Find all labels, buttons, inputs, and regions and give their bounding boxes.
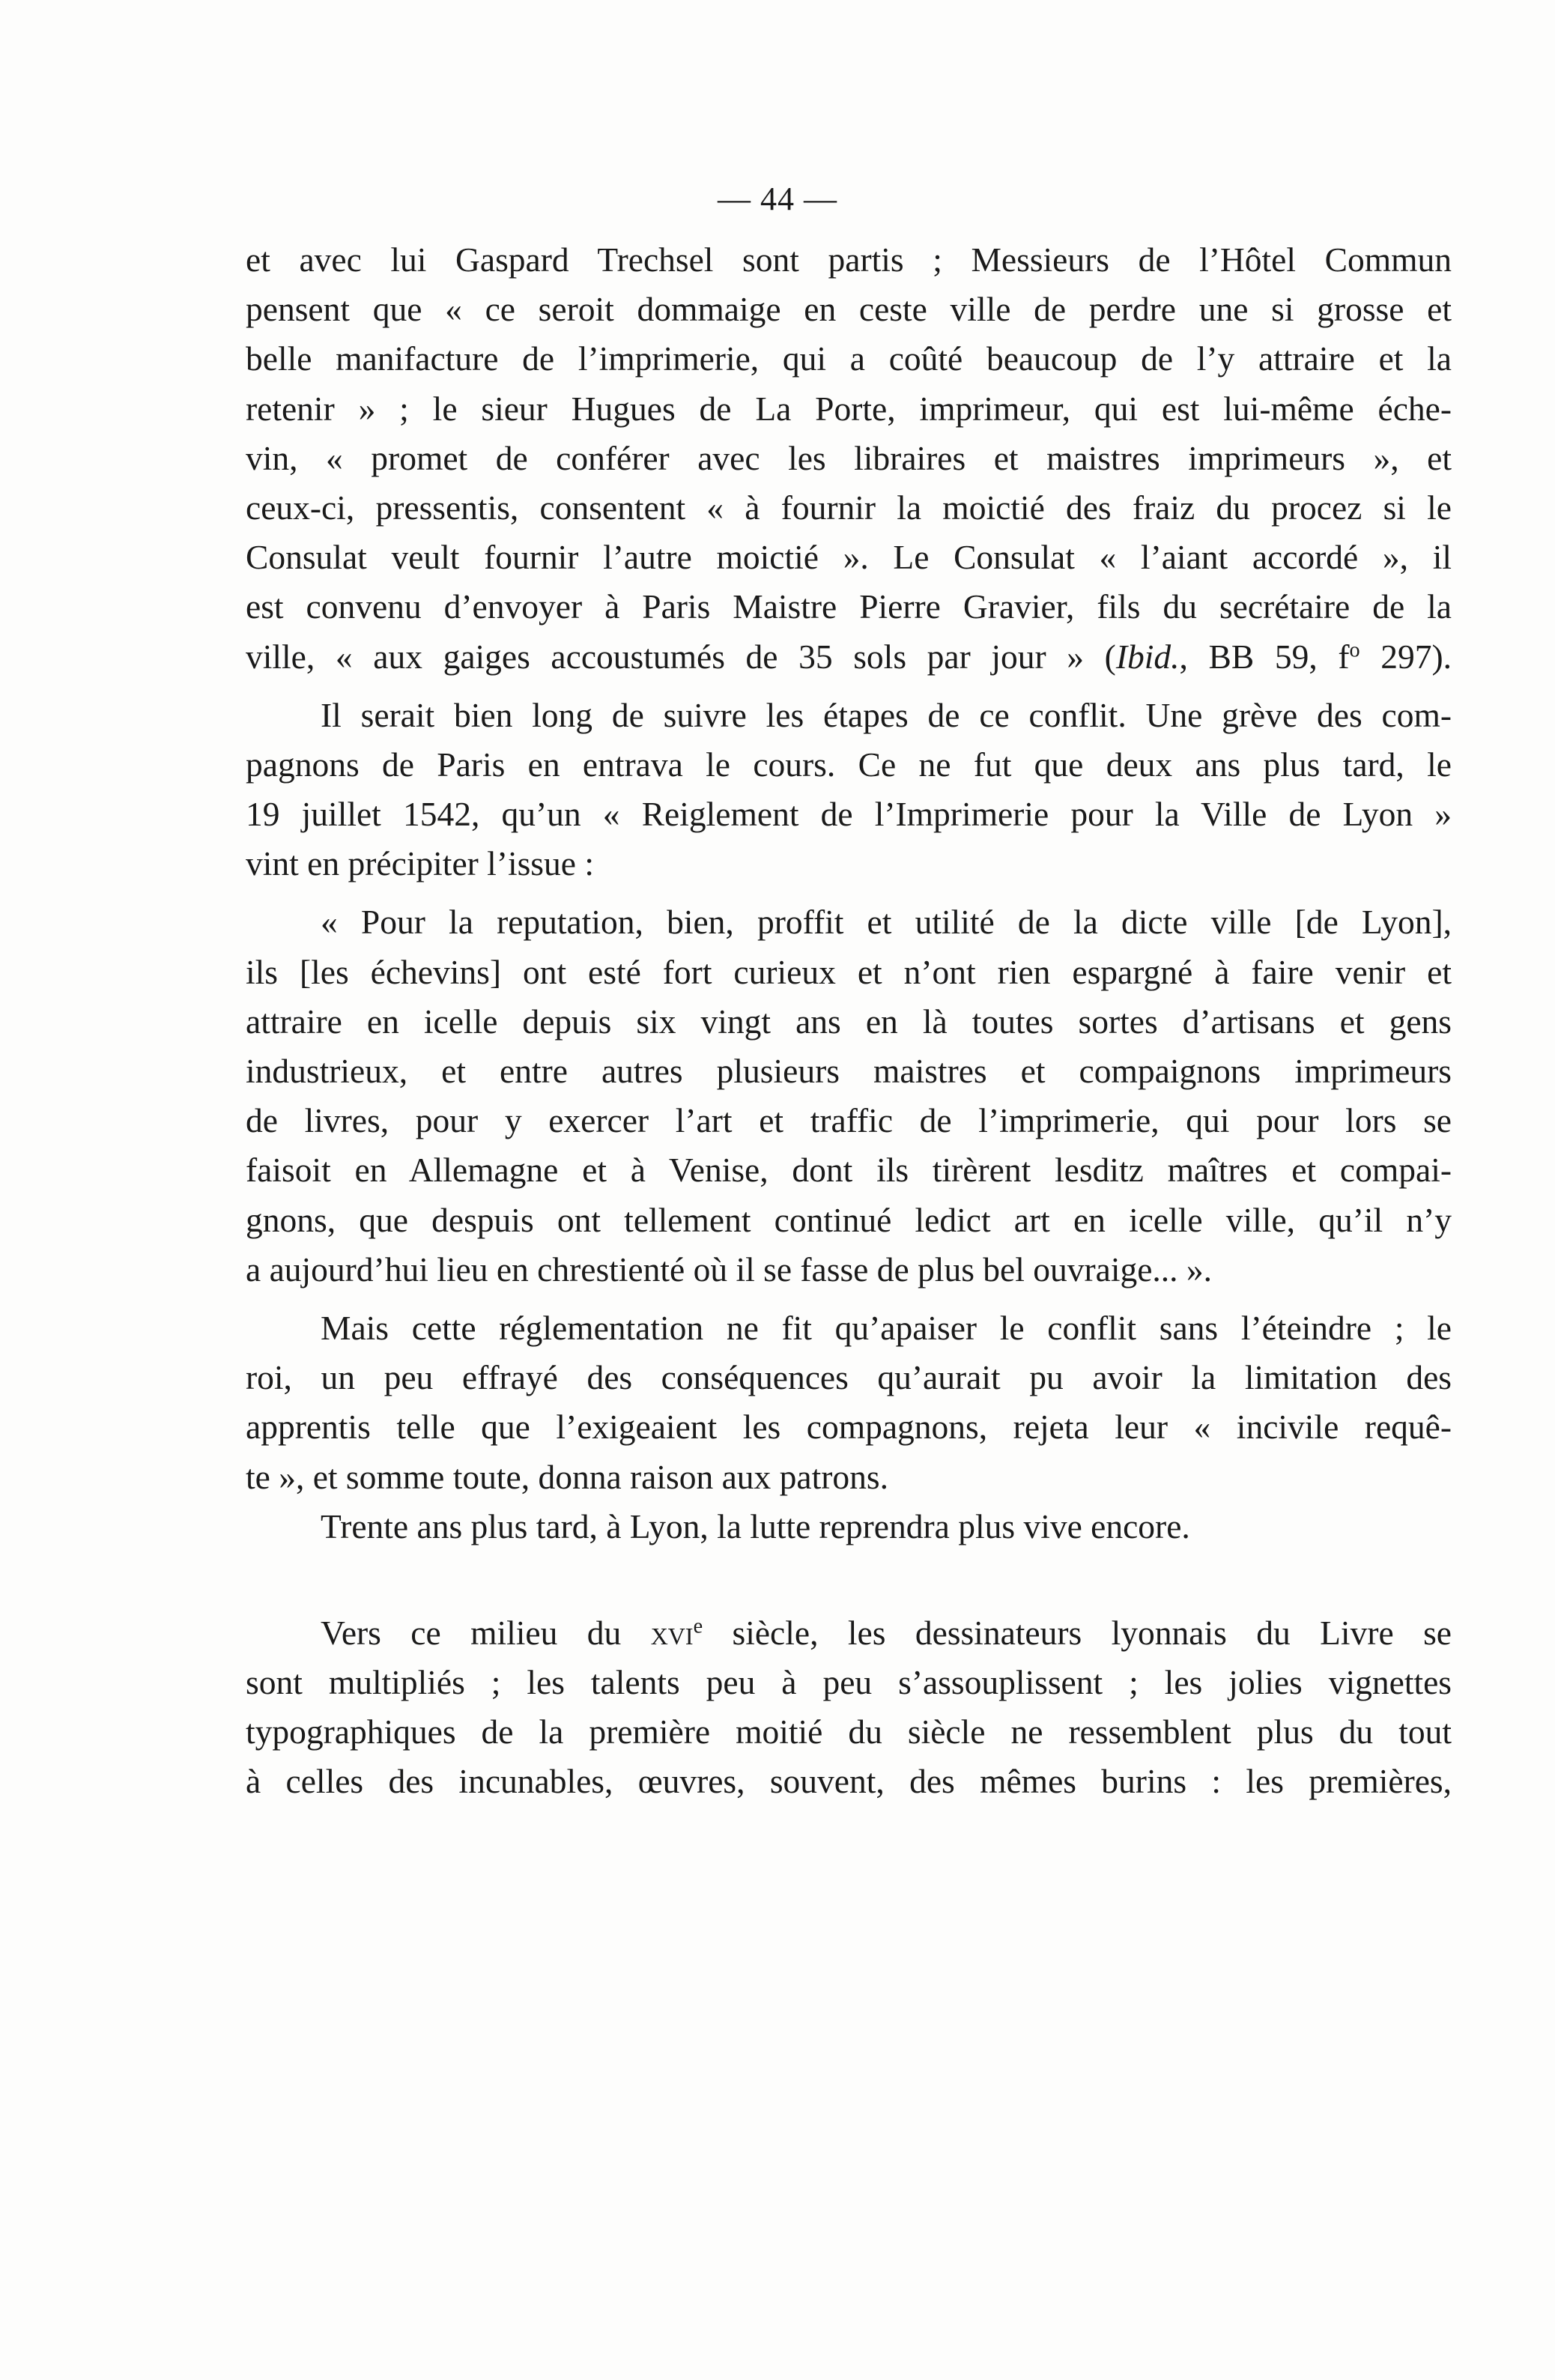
text-line-century — [246, 1608, 1452, 1658]
text-line: Consulat veult fournir l’autre moictié ». Le Consulat « l’aiant accordé », il — [246, 538, 1452, 577]
text-line: Il serait bien long de suivre les étapes de ce conflit. Une grève des com- — [321, 695, 1452, 734]
citation-ibid: Ibid. — [1115, 637, 1180, 676]
text-line: industrieux, et entre autres plusieurs maistres et compaignons imprimeurs — [246, 1052, 1452, 1090]
text-line: te », et somme toute, donna raison aux patrons. — [246, 1457, 888, 1496]
text-line: Trente ans plus tard, à Lyon, la lutte reprendra plus vive encore. — [321, 1507, 1190, 1545]
text-line: retenir » ; le sieur Hugues de La Porte, imprimeur, qui est lui-même éche- — [246, 389, 1452, 428]
text-line: vint en précipiter l’issue : — [246, 844, 594, 883]
text-line: a aujourd’hui lieu en chrestienté où il se fasse de plus bel ouvraige... ». — [246, 1250, 1213, 1289]
citation-folio: 297). — [1360, 637, 1452, 676]
paragraph-6 — [246, 1608, 1452, 1807]
paragraph-4 — [246, 1303, 1452, 1502]
text-line: apprentis telle que l’exigeaient les compagnons, rejeta leur « incivile requê- — [246, 1408, 1452, 1447]
citation-ref: , BB 59, f — [1179, 637, 1350, 676]
text-line: typographiques de la première moitié du siècle ne ressemblent plus du tout — [246, 1713, 1452, 1751]
text-line: faisoit en Allemagne et à Venise, dont ils tirèrent lesditz maîtres et compai- — [246, 1151, 1452, 1190]
text-line: à celles des incunables, œuvres, souvent, des mêmes burins : les premières, — [246, 1762, 1452, 1801]
text-line: Mais cette réglementation ne fit qu’apaiser le conflit sans l’éteindre ; le — [321, 1308, 1452, 1347]
text-line: de livres, pour y exercer l’art et traffic de l’imprimerie, qui pour lors se — [246, 1101, 1452, 1140]
body-text — [246, 235, 1452, 1807]
text-line: « Pour la reputation, bien, proffit et utilité de la dicte ville [de Lyon], — [321, 903, 1452, 942]
text-line: ils [les échevins] ont esté fort curieux et n’ont rien espargné à faire venir et — [246, 952, 1452, 991]
century-prefix: Vers ce milieu du — [321, 1613, 651, 1652]
page-number: — 44 — — [718, 181, 837, 217]
citation-prefix: ville, « aux gaiges accoustumés de 35 sols par jour » ( — [246, 637, 1116, 676]
century-roman-numeral: xvi — [650, 1613, 694, 1652]
century-superscript: e — [693, 1614, 703, 1638]
text-line: belle manifacture de l’imprimerie, qui a coûté beaucoup de l’y attraire et la — [246, 339, 1452, 378]
text-line: et avec lui Gaspard Trechsel sont partis ; Messieurs de l’Hôtel Commun — [246, 240, 1452, 279]
text-line: sont multipliés ; les talents peu à peu s’assouplissent ; les jolies vignettes — [246, 1663, 1452, 1702]
paragraph-1 — [246, 235, 1452, 682]
text-line: vin, « promet de conférer avec les libraires et maistres imprimeurs », et — [246, 438, 1452, 477]
paragraph-5 — [246, 1502, 1452, 1551]
century-suffix: siècle, les dessinateurs lyonnais du Livre se — [703, 1613, 1452, 1652]
folio-superscript: o — [1349, 638, 1360, 661]
text-line: gnons, que despuis ont tellement continué ledict art en icelle ville, qu’il n’y — [246, 1200, 1452, 1239]
paragraph-quotation — [246, 897, 1452, 1295]
paragraph-2 — [246, 691, 1452, 889]
text-line: roi, un peu effrayé des conséquences qu’aurait pu avoir la limitation des — [246, 1358, 1452, 1397]
text-line: pensent que « ce seroit dommaige en ceste ville de perdre une si grosse et — [246, 290, 1452, 329]
text-line: attraire en icelle depuis six vingt ans en là toutes sortes d’artisans et gens — [246, 1002, 1452, 1041]
text-line: 19 juillet 1542, qu’un « Reiglement de l’Imprimerie pour la Ville de Lyon » — [246, 795, 1452, 834]
text-line: ceux-ci, pressentis, consentent « à fournir la moictié des fraiz du procez si le — [246, 488, 1452, 527]
text-line-citation — [246, 632, 1452, 682]
text-line: pagnons de Paris en entrava le cours. Ce ne fut que deux ans plus tard, le — [246, 745, 1452, 784]
text-line: est convenu d’envoyer à Paris Maistre Pierre Gravier, fils du secrétaire de la — [246, 587, 1452, 626]
